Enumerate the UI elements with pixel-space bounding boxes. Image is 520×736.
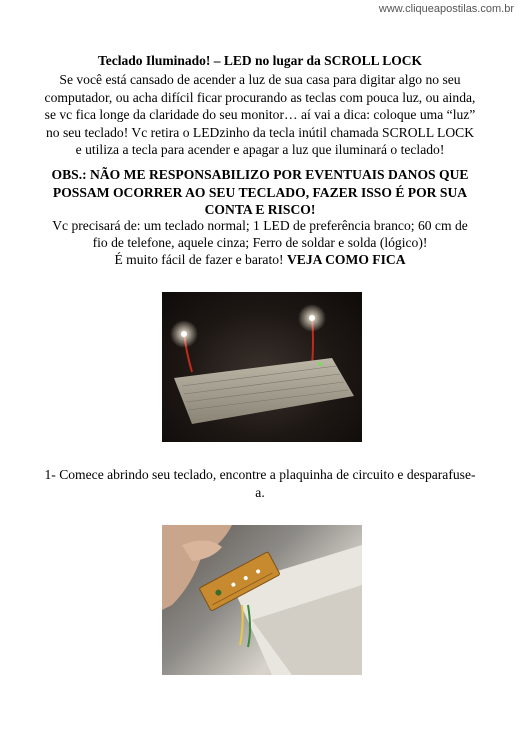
materials-text: Vc precisará de: um teclado normal; 1 LED de preferência branco; 60 cm de fio de telefone, aquele cinza; Ferro de soldar e solda (lógico)! bbox=[52, 218, 468, 250]
see-how-text: VEJA COMO FICA bbox=[286, 252, 406, 267]
warning-paragraph: OBS.: NÃO ME RESPONSABILIZO POR EVENTUAIS DANOS QUE POSSAM OCORRER AO SEU TECLADO, FAZER ISSO É POR SUA CONTA E RISCO! bbox=[51, 167, 469, 217]
materials-easy-text: É muito fácil de fazer e barato! bbox=[114, 252, 284, 267]
keyboard-illustration bbox=[162, 292, 362, 442]
materials-paragraph bbox=[44, 217, 476, 268]
watermark: www.cliqueapostilas.com.br bbox=[378, 3, 514, 15]
page-title: Teclado Iluminado! – LED no lugar da SCROLL LOCK bbox=[97, 53, 423, 68]
step-1-text: 1- Comece abrindo seu teclado, encontre a plaquinha de circuito e desparafuse-a. bbox=[44, 467, 476, 500]
circuit-board-illustration bbox=[162, 525, 362, 675]
intro-paragraph: Se você está cansado de acender a luz de sua casa para digitar algo no seu computador, ou acha difícil ficar procurando as teclas com pouca luz, ou ainda, se vc fica longe da claridade do seu monitor… aí vai a dica: coloque uma “luz” no seu teclado! Vc retira o LEDzinho da tecla inútil chamada SCROLL LOCK e utiliza a tecla para acender e apagar a luz que iluminará o teclado! bbox=[44, 72, 476, 157]
circuit-board-photo bbox=[162, 525, 362, 675]
illuminated-keyboard-photo bbox=[162, 292, 362, 442]
